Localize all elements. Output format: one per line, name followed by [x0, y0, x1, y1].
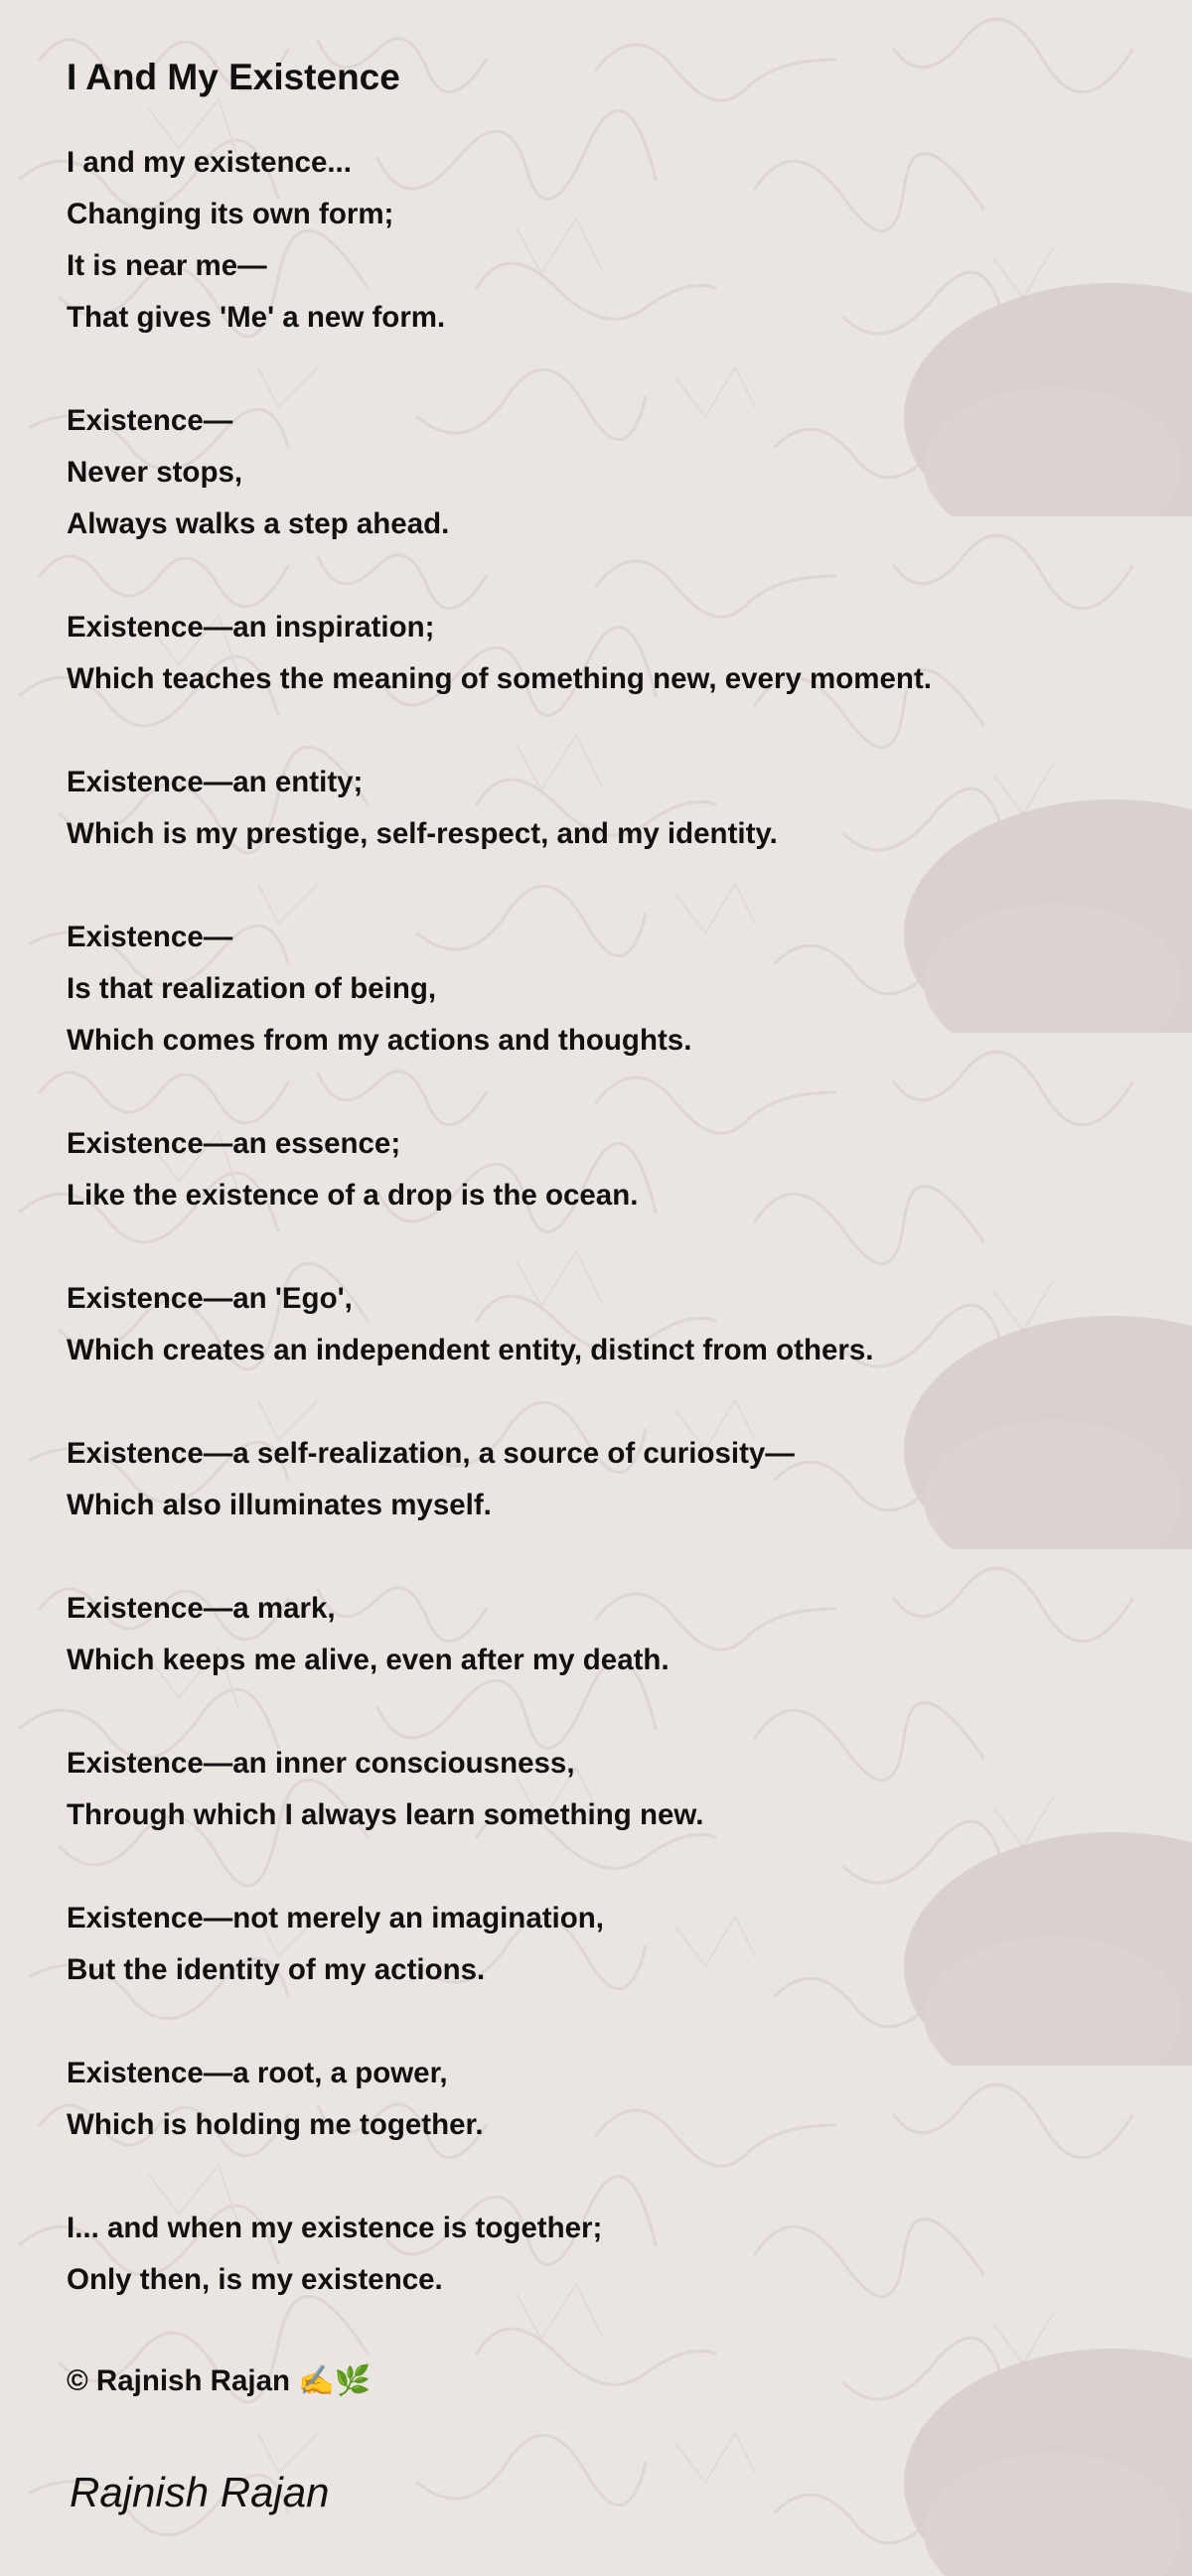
poem-stanza [67, 757, 1159, 860]
poem-line: Always walks a step ahead. [67, 507, 450, 540]
poem-line: Existence—a mark, [67, 1592, 336, 1625]
poem-line: I and my existence... [67, 146, 352, 179]
poem-line: Existence—a root, a power, [67, 2057, 448, 2089]
poem-stanza [67, 1118, 1159, 1221]
poem-line: Is that realization of being, [67, 972, 437, 1005]
poem-line: Existence—an essence; [67, 1127, 401, 1160]
poem-stanza [67, 602, 1159, 705]
poem-line: Through which I always learn something new. [67, 1798, 704, 1831]
poem-stanza [67, 1583, 1159, 1686]
poem-line: Changing its own form; [67, 198, 394, 230]
poem-line: Existence— [67, 921, 233, 953]
poem-line: Existence— [67, 404, 233, 437]
poem-line: Which teaches the meaning of something new, every moment. [67, 662, 932, 695]
poem-line: Existence—an inner consciousness, [67, 1747, 575, 1780]
poem-line: Existence—an 'Ego', [67, 1282, 353, 1315]
poem-line: I... and when my existence is together; [67, 2212, 603, 2244]
poem-stanza [67, 2203, 1159, 2306]
poem-line: It is near me— [67, 249, 267, 282]
copyright-line: © Rajnish Rajan ✍️🌿 [67, 2364, 372, 2397]
poem-line: Which comes from my actions and thoughts. [67, 1024, 692, 1057]
poem-stanza [67, 1738, 1159, 1841]
poem-line: Which creates an independent entity, distinct from others. [67, 1334, 874, 1366]
poem-line: Which is my prestige, self-respect, and my identity. [67, 817, 778, 850]
poem-stanza [67, 395, 1159, 550]
poem-line: Never stops, [67, 456, 243, 489]
poem-line: Existence—an inspiration; [67, 611, 435, 644]
poem-line: Which also illuminates myself. [67, 1489, 492, 1521]
poem-line: But the identity of my actions. [67, 1953, 486, 1986]
poem-line: Only then, is my existence. [67, 2263, 443, 2296]
poem-line: Existence—not merely an imagination, [67, 1902, 604, 1934]
poem-body [67, 137, 1159, 2306]
poem-stanza [67, 1273, 1159, 1376]
poem-stanza [67, 137, 1159, 344]
poem-line: Existence—a self-realization, a source of curiosity— [67, 1437, 795, 1470]
poem-line: Like the existence of a drop is the ocean. [67, 1179, 639, 1212]
poem-line: That gives 'Me' a new form. [67, 301, 446, 334]
poem-stanza [67, 1893, 1159, 1996]
poem-stanza [67, 1428, 1159, 1531]
poem-stanza [67, 2048, 1159, 2151]
poem-line: Which keeps me alive, even after my death. [67, 1644, 670, 1676]
poem-line: Existence—an entity; [67, 766, 364, 798]
poem-stanza [67, 912, 1159, 1067]
poem-title: I And My Existence [67, 57, 400, 97]
author-signature: Rajnish Rajan [70, 2469, 330, 2515]
poem-line: Which is holding me together. [67, 2108, 484, 2141]
